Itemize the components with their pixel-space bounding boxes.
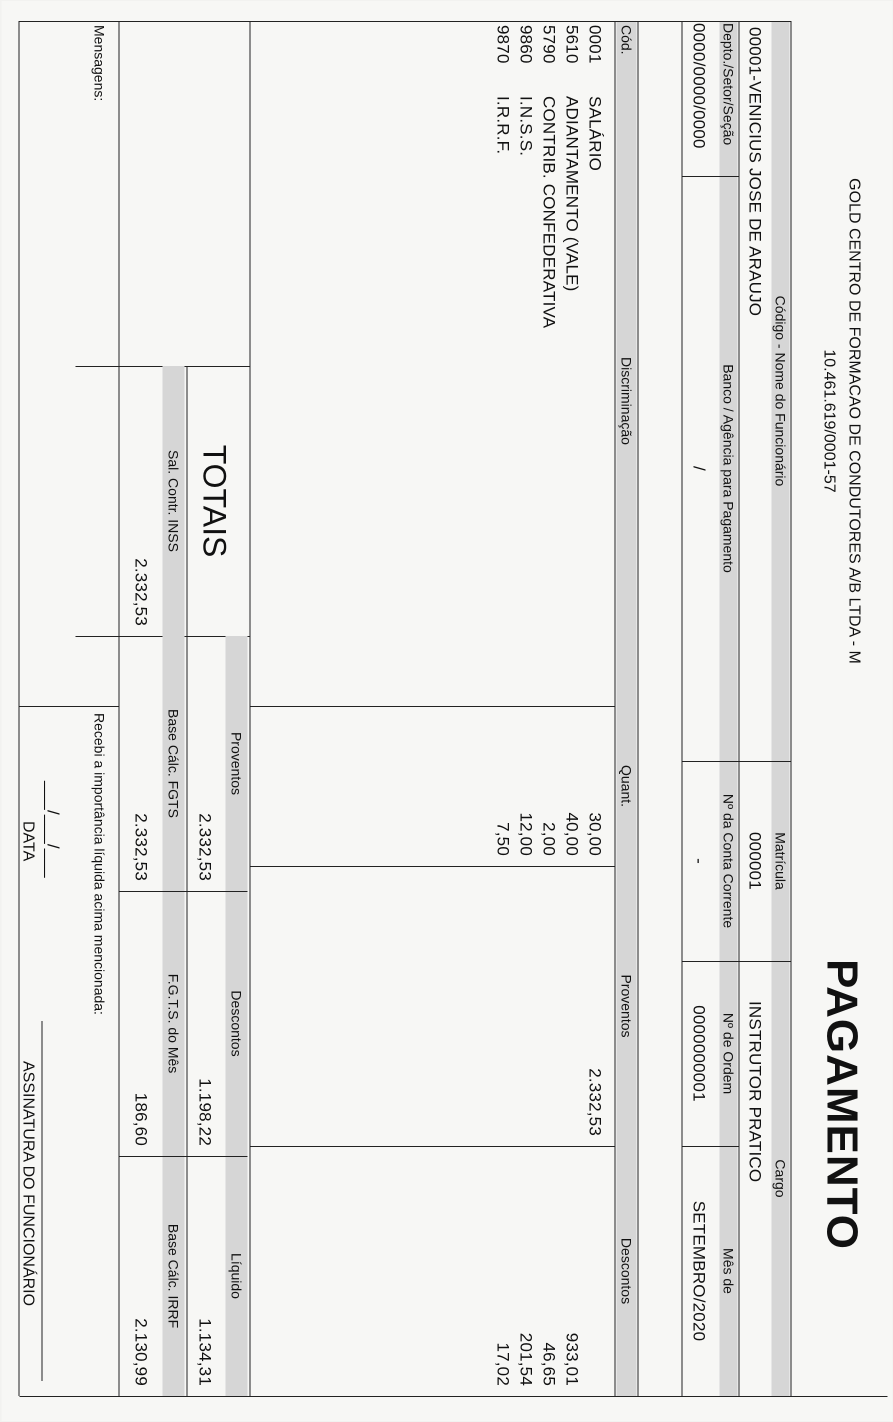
label-sal-contr-inss: Sal. Contr. INSS — [165, 450, 181, 552]
label-fgts-mes: F.G.T.S. do Mês — [165, 973, 181, 1074]
value-fgts-mes: 186,60 — [131, 1092, 150, 1146]
cell-cod: 9870 — [493, 25, 512, 64]
label-base-irrf: Base Cálc. IRRF — [165, 1223, 181, 1329]
divider — [19, 706, 119, 707]
value-ordem: 0000000001 — [689, 1005, 708, 1102]
value-base-fgts: 2.332,53 — [131, 813, 150, 881]
label-ordem: Nº de Ordem — [720, 1012, 736, 1095]
receipt-statement: Recebi a importância líquida acima mencionada: — [91, 713, 107, 1015]
cell-desc: SALÁRIO — [585, 96, 604, 172]
value-mes: SETEMBRO/2020 — [689, 1200, 708, 1342]
cell-desc: CONTRIB. CONFEDERATIVA — [539, 96, 558, 329]
divider — [250, 706, 615, 707]
cell-cod: 0001 — [585, 25, 604, 64]
company-cnpj: 10.461.619/0001-57 — [820, 349, 837, 493]
divider — [250, 866, 615, 867]
cell-descontos: 933,01 — [562, 1332, 581, 1386]
divider — [118, 21, 119, 1396]
label-matricula: Matrícula — [772, 832, 788, 890]
divider — [249, 21, 250, 1396]
divider — [19, 1396, 887, 1397]
payslip-sheet — [1, 1, 892, 1421]
divider — [19, 21, 791, 22]
divider — [250, 1146, 615, 1147]
th-descontos: Descontos — [618, 1237, 634, 1305]
divider — [18, 21, 19, 1396]
cell-quant: 2,00 — [539, 822, 558, 856]
cell-cod: 5610 — [562, 25, 581, 64]
divider — [614, 21, 615, 1396]
date-field[interactable]: ___/___/___ — [43, 781, 62, 878]
value-cargo: INSTRUTOR PRATICO — [745, 1001, 764, 1183]
value-codigo-nome: 00001-VENICIUS JOSE DE ARAUJO — [745, 27, 764, 317]
divider — [119, 891, 187, 892]
value-banco: / — [689, 466, 708, 471]
cell-cod: 9860 — [516, 25, 535, 64]
doc-title: PAGAMENTO — [817, 959, 866, 1250]
label-total-descontos: Descontos — [228, 990, 244, 1057]
value-total-descontos: 1.198,22 — [195, 1078, 214, 1146]
divider — [682, 1146, 739, 1147]
cell-desc: ADIANTAMENTO (VALE) — [562, 96, 581, 292]
divider — [790, 21, 791, 1396]
label-total-liquido: Líquido — [228, 1253, 244, 1299]
label-mes: Mês de — [720, 1248, 736, 1294]
signature-line[interactable] — [41, 1021, 42, 1381]
cell-quant: 30,00 — [585, 812, 604, 856]
th-proventos: Proventos — [618, 974, 634, 1038]
cell-quant: 12,00 — [516, 812, 535, 856]
cell-quant: 7,50 — [493, 822, 512, 856]
cell-cod: 5790 — [539, 25, 558, 64]
label-cargo: Cargo — [772, 1159, 788, 1198]
cell-descontos: 46,65 — [539, 1342, 558, 1386]
totals-title: TOTAIS — [196, 444, 232, 558]
label-conta: Nº da Conta Corrente — [720, 793, 736, 929]
cell-quant: 40,00 — [562, 812, 581, 856]
value-total-proventos: 2.332,53 — [195, 813, 214, 881]
company-name: GOLD CENTRO DE FORMACAO DE CONDUTORES A/B LTDA - M — [845, 178, 862, 664]
cell-desc: I.R.R.F. — [493, 96, 512, 155]
th-cod: Cód. — [618, 25, 634, 55]
mensagens-label: Mensagens: — [91, 25, 107, 102]
divider — [682, 961, 791, 962]
value-matricula: 000001 — [745, 832, 764, 890]
value-conta: - — [689, 858, 708, 864]
th-quant: Quant. — [618, 764, 634, 808]
value-sal-contr-inss: 2.332,53 — [131, 558, 150, 626]
divider — [637, 21, 638, 1396]
cell-descontos: 17,02 — [493, 1342, 512, 1386]
divider — [186, 366, 187, 1396]
divider — [681, 21, 682, 1396]
divider — [682, 761, 791, 762]
cell-desc: I.N.S.S. — [516, 96, 535, 157]
cell-descontos: 201,54 — [516, 1332, 535, 1386]
label-total-proventos: Proventos — [228, 731, 244, 796]
label-base-fgts: Base Cálc. FGTS — [165, 709, 181, 818]
value-total-liquido: 1.134,31 — [195, 1318, 214, 1386]
divider — [738, 21, 739, 1396]
date-label: DATA — [19, 821, 36, 862]
th-discriminacao: Discriminação — [618, 357, 634, 445]
divider — [119, 1156, 187, 1157]
label-codigo-nome: Código - Nome do Funcionário — [772, 295, 788, 487]
signature-label: ASSINATURA DO FUNCIONÁRIO — [19, 1061, 36, 1307]
label-depto: Depto./Setor/Seção — [720, 23, 736, 146]
value-base-irrf: 2.130,99 — [131, 1318, 150, 1386]
label-banco: Banco / Agência para Pagamento — [720, 364, 736, 573]
value-depto: 0000/0000/0000 — [689, 23, 708, 149]
cell-proventos: 2.332,53 — [585, 1068, 604, 1136]
divider — [682, 176, 739, 177]
